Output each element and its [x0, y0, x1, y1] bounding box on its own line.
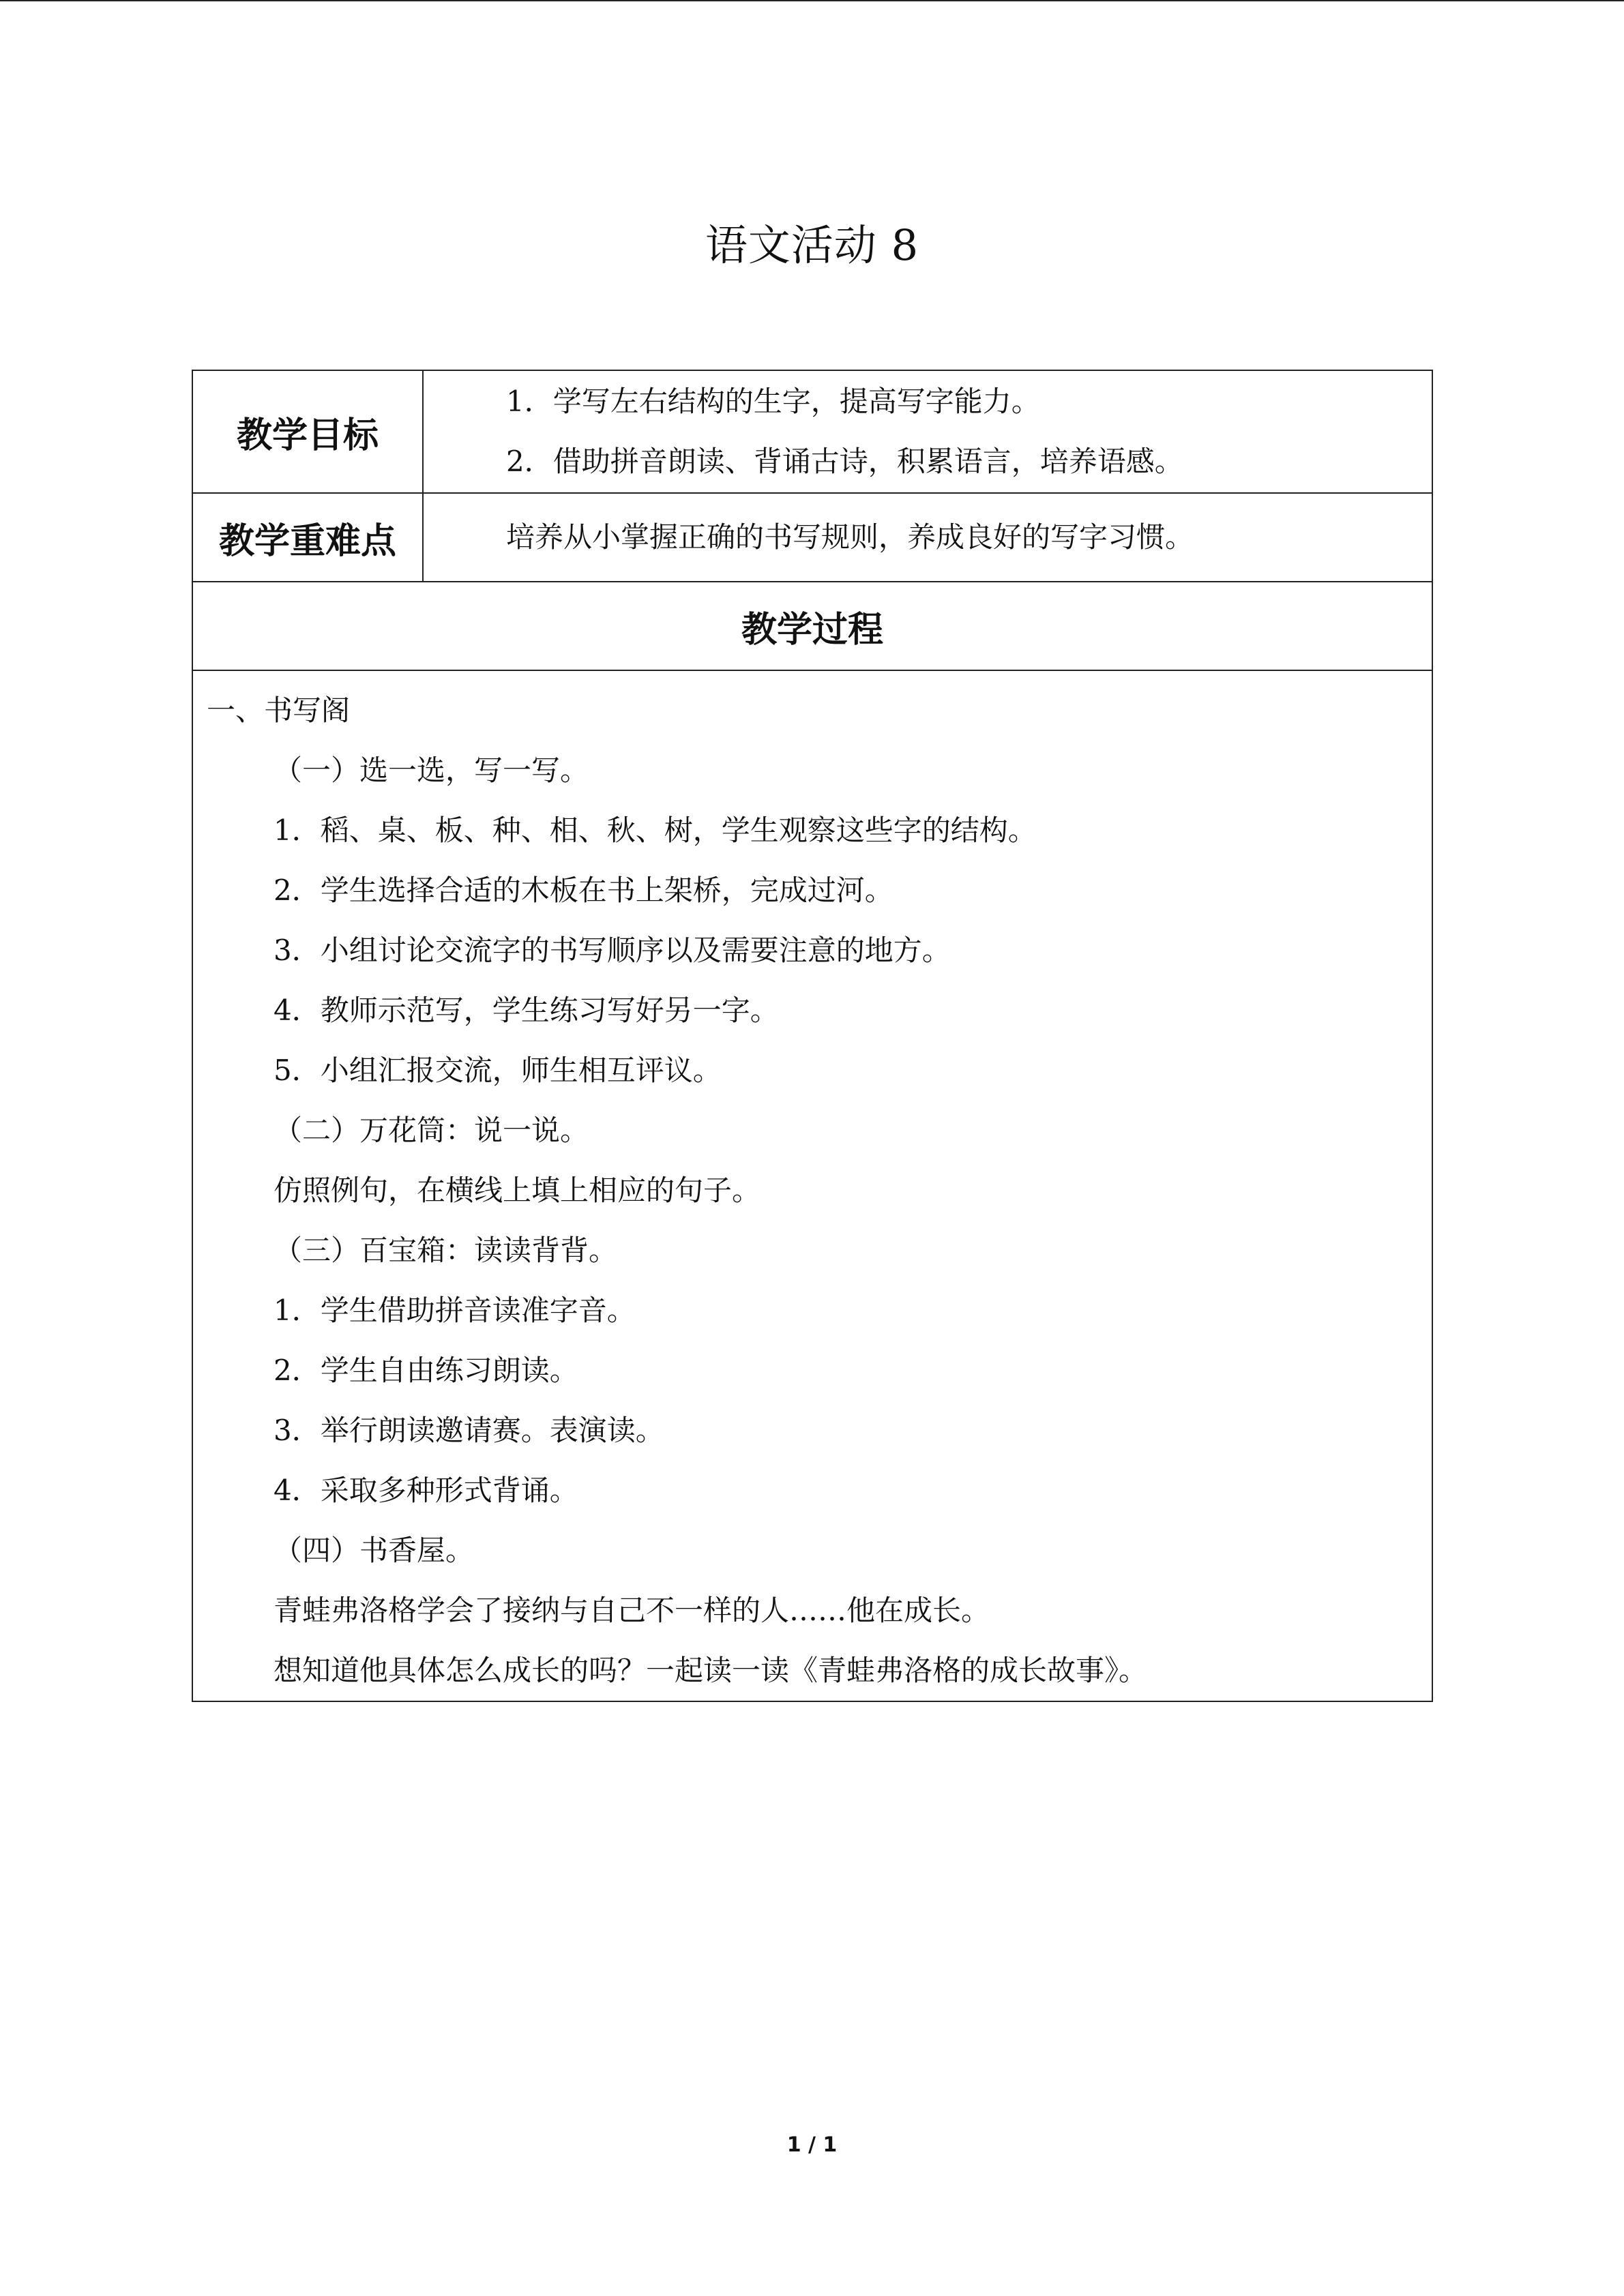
process-line: 5．小组汇报交流，师生相互评议。: [274, 1054, 722, 1087]
key-points-text: 培养从小掌握正确的书写规则，养成良好的写字习惯。: [506, 520, 1194, 554]
process-heading: 教学过程: [192, 582, 1432, 670]
key-points-row: [192, 493, 1432, 582]
lesson-plan-table: [192, 370, 1433, 1702]
process-body-row: [192, 670, 1432, 1701]
process-line: （四）书香屋。: [274, 1534, 475, 1567]
process-heading-row: [192, 582, 1432, 670]
process-line: （一）选一选，写一写。: [274, 754, 589, 787]
process-body: [192, 670, 1432, 1701]
top-border-line: [0, 0, 1624, 1]
goal-item: 1．学写左右结构的生字，提高写字能力。: [506, 385, 1040, 418]
process-line: 仿照例句，在横线上填上相应的句子。: [274, 1174, 761, 1207]
page-title: 语文活动 8: [705, 220, 919, 270]
process-line: 1．稻、桌、板、种、相、秋、树，学生观察这些字的结构。: [274, 814, 1037, 847]
goals-label: 教学目标: [192, 370, 423, 493]
process-line: 3．小组讨论交流字的书写顺序以及需要注意的地方。: [274, 934, 951, 967]
process-line: 4．教师示范写，学生练习写好另一字。: [274, 994, 779, 1027]
process-line: 想知道他具体怎么成长的吗？一起读一读《青蛙弗洛格的成长故事》。: [274, 1654, 1148, 1687]
process-line: （三）百宝箱：读读背背。: [274, 1234, 618, 1267]
process-line: （二）万花筒：说一说。: [274, 1114, 589, 1147]
goals-row: [192, 370, 1432, 493]
process-line: 2．学生选择合适的木板在书上架桥，完成过河。: [274, 874, 894, 907]
process-line: 4．采取多种形式背诵。: [274, 1474, 578, 1507]
page-number: 1 / 1: [786, 2133, 838, 2157]
process-line: 3．举行朗读邀请赛。表演读。: [274, 1414, 664, 1447]
goals-content: [423, 370, 1432, 493]
key-points-content: [423, 493, 1432, 582]
process-line: 1．学生借助拼音读准字音。: [274, 1294, 636, 1327]
section-title: 一、书写阁: [207, 694, 351, 727]
goal-item: 2．借助拼音朗读、背诵古诗，积累语言，培养语感。: [506, 445, 1183, 478]
process-line: 2．学生自由练习朗读。: [274, 1354, 578, 1387]
key-points-label: 教学重难点: [192, 493, 423, 582]
process-line: 青蛙弗洛格学会了接纳与自己不一样的人……他在成长。: [274, 1594, 990, 1627]
